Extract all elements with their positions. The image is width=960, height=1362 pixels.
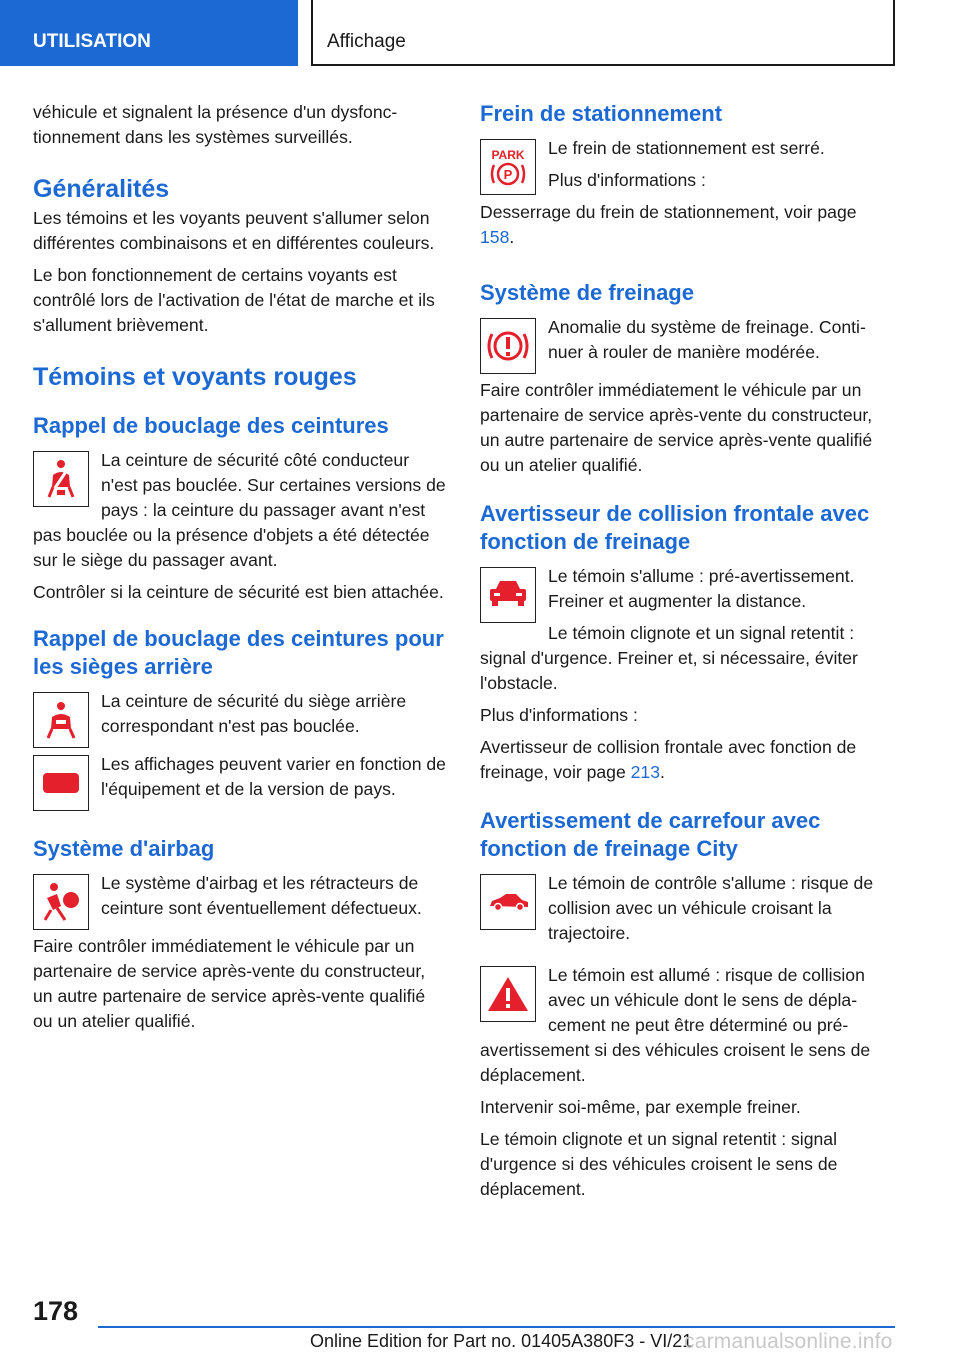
intro-paragraph: véhicule et signalent la présence d'un dysfonctionnement dans les systèmes surveillés. (33, 102, 398, 147)
chapter-title: Affichage (311, 0, 895, 66)
crossing-paragraph-1: Le témoin de contrôle s'allume : risque de collision avec un véhicule croisant la trajectoire. (548, 873, 874, 943)
general-paragraph-2: Le bon fonctionnement de certains voyants est contrôlé lors de l'activation de l'état de marche et ils s'allument brièvement. (33, 265, 435, 335)
page-header (0, 0, 960, 66)
section-tab: UTILISATION (0, 0, 298, 66)
crossing-warning-block (480, 871, 895, 953)
parking-paragraph-3: Desserrage du frein de stationnement, voir page 158. (480, 202, 857, 247)
heading-general: Généralités (33, 175, 170, 203)
warning-triangle-icon (480, 966, 536, 1022)
right-column (480, 100, 895, 1209)
crossing-paragraph-3: Intervenir soi-même, par exemple freiner. (480, 1097, 801, 1117)
brake-paragraph-2: Faire contrôler immédiatement le véhicule par un partenaire de service après-vente du constructeur, un autre partenaire de service après-vente qualifié ou un atelier qualifié. (480, 380, 873, 475)
crossing-warning-block-2 (480, 963, 895, 1095)
rear-belt-paragraph-2: Les affichages peuvent varier en fonction de l'équipement et de la version de pays. (101, 754, 446, 799)
heading-red-indicators: Témoins et voyants rouges (33, 363, 357, 391)
brake-system-block (480, 315, 895, 378)
crossing-paragraph-4: Le témoin clignote et un signal retentit : signal d'urgence si des véhicules croisent le sens de déplacement. (480, 1129, 838, 1199)
parking-brake-block (480, 136, 895, 257)
parking-paragraph-1: Le frein de stationnement est serré. (548, 138, 825, 158)
page-number: 178 (33, 1296, 79, 1326)
rear-belt-variant-block (33, 752, 448, 815)
side-car-icon (480, 874, 536, 930)
collision-paragraph-4: Avertisseur de collision frontale avec fonction de freinage, voir page 213. (480, 737, 857, 782)
rear-seat-occupancy-icon (33, 755, 89, 811)
belt-paragraph-1: La ceinture de sécurité côté conducteur n'est pas bouclée. Sur certaines versions de pays : la ceinture du passager avant n'est pas bouclée ou la présence d'objets a été détectée sur le siège du passager avant. (33, 450, 446, 570)
svg-text:P: P (503, 167, 513, 182)
heading-brake-system: Système de freinage (480, 280, 694, 305)
parking-brake-icon (480, 139, 536, 195)
left-column (33, 100, 448, 1041)
park-icon-label: PARK (491, 148, 525, 162)
brake-paragraph-1: Anomalie du système de freinage. Continuer à rouler de manière modérée. (548, 317, 866, 362)
watermark: carmanualsonline.info (684, 1330, 893, 1353)
page-link-158[interactable]: 158 (480, 227, 510, 247)
collision-paragraph-3: Plus d'informations : (480, 705, 638, 725)
heading-rear-belt-reminder: Rappel de bouclage des ceintures pour les sièges arrière (33, 626, 444, 679)
airbag-icon (33, 874, 89, 930)
collision-warning-block (480, 564, 895, 703)
collision-paragraph-2: Le témoin clignote et un signal retentit : signal d'urgence. Freiner et, si nécessaire, éviter l'obstacle. (480, 623, 858, 693)
general-paragraph-1: Les témoins et les voyants peuvent s'allumer selon différentes combinaisons et en différentes couleurs. (33, 208, 435, 253)
heading-crossing-warning: Avertissement de carrefour avec fonction de freinage City (480, 808, 821, 861)
rear-seatbelt-icon (33, 692, 89, 748)
heading-belt-reminder: Rappel de bouclage des ceintures (33, 413, 389, 438)
airbag-paragraph-2: Faire contrôler immédiatement le véhicule par un partenaire de service après-vente du constructeur, un autre partenaire de service après-vente qualifié ou un atelier qualifié. (33, 936, 426, 1031)
footer-rule (98, 1326, 895, 1328)
belt-paragraph-2: Contrôler si la ceinture de sécurité est bien attachée. (33, 582, 444, 602)
heading-collision-warning: Avertisseur de collision frontale avec fonction de freinage (480, 501, 870, 554)
crossing-paragraph-2: Le témoin est allumé : risque de collision avec un véhicule dont le sens de déplacement ne peut être déterminé ou pré-avertissement si des véhicules croisent le sens de déplacement. (480, 965, 871, 1085)
brake-warning-icon (480, 318, 536, 374)
heading-parking-brake: Frein de stationnement (480, 101, 723, 126)
rear-belt-paragraph-1: La ceinture de sécurité du siège arrière correspondant n'est pas bouclée. (101, 691, 407, 736)
airbag-paragraph-1: Le système d'airbag et les rétracteurs de ceinture sont éventuellement défectueux. (101, 873, 422, 918)
collision-paragraph-1: Le témoin s'allume : pré-avertissement. Freiner et augmenter la distance. (548, 566, 855, 611)
seatbelt-icon (33, 451, 89, 507)
front-car-icon (480, 567, 536, 623)
airbag-block (33, 871, 448, 934)
parking-paragraph-2: Plus d'informations : (548, 170, 706, 190)
belt-reminder-block (33, 448, 448, 580)
rear-belt-block (33, 689, 448, 752)
edition-text: Online Edition for Part no. 01405A380F3 - VI/21 (310, 1331, 693, 1351)
page-link-213[interactable]: 213 (630, 762, 660, 782)
heading-airbag: Système d'airbag (33, 836, 215, 861)
